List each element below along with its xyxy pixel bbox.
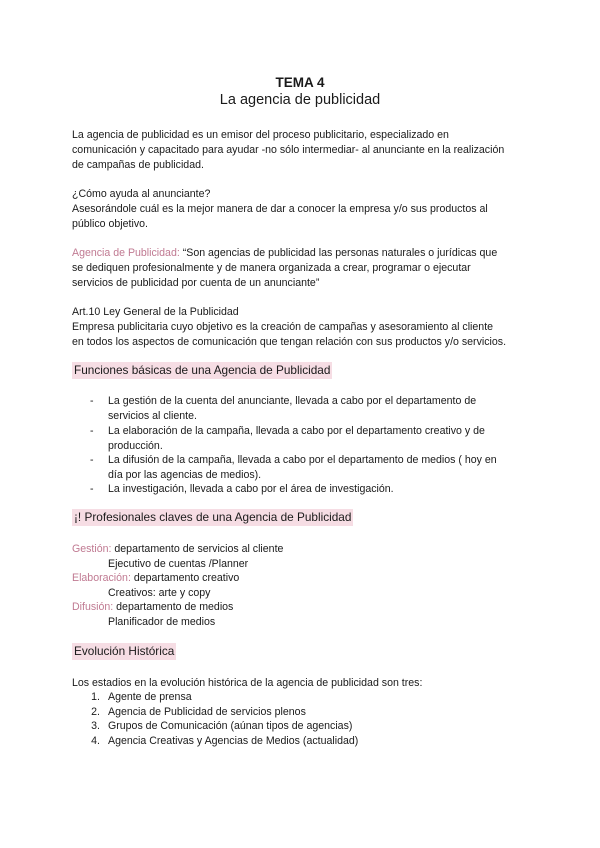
- list-item: La investigación, llevada a cabo por el área de investigación.: [108, 483, 394, 495]
- role-sub: Ejecutivo de cuentas /Planner: [108, 558, 249, 570]
- section-heading-profesionales: ¡! Profesionales claves de una Agencia de Publicidad: [74, 510, 352, 524]
- section-heading-funciones: Funciones básicas de una Agencia de Publicidad: [74, 363, 331, 377]
- role-text: departamento de servicios al cliente: [111, 543, 284, 555]
- list-item: La gestión de la cuenta del anunciante, llevada a cabo por el departamento de: [108, 395, 477, 407]
- list-item: día por las agencias de medios).: [108, 469, 262, 481]
- role-sub: Creativos: arte y copy: [108, 587, 211, 599]
- bullet-dash: -: [90, 425, 94, 437]
- definition-line: servicios de publicidad por cuenta de un anunciante”: [72, 277, 320, 289]
- question-text: ¿Cómo ayuda al anunciante?: [72, 188, 211, 200]
- intro-line: La agencia de publicidad es un emisor del proceso publicitario, especializado en: [72, 129, 449, 141]
- article-line: Empresa publicitaria cuyo objetivo es la creación de campañas y asesoramiento al cliente: [72, 321, 494, 333]
- list-number: 2.: [91, 706, 100, 718]
- page-subtitle: La agencia de publicidad: [219, 92, 381, 108]
- role-label: Elaboración:: [72, 572, 131, 584]
- bullet-dash: -: [90, 483, 94, 495]
- article-title: Art.10 Ley General de la Publicidad: [72, 306, 239, 318]
- list-item: La elaboración de la campaña, llevada a cabo por el departamento creativo y de: [108, 425, 485, 437]
- intro-line: de campañas de publicidad.: [72, 159, 204, 171]
- article-line: en todos los aspectos de comunicación que tengan relación con sus productos y/o servicios.: [72, 336, 507, 348]
- role-row: [72, 571, 239, 586]
- definition-line: se dediquen profesionalmente y de manera organizada a crear, programar o ejecutar: [72, 262, 471, 274]
- list-item: La difusión de la campaña, llevada a cabo por el departamento de medios ( hoy en: [108, 454, 497, 466]
- list-item: Agente de prensa: [108, 691, 192, 703]
- list-item: Grupos de Comunicación (aúnan tipos de agencias): [108, 720, 353, 732]
- list-number: 4.: [91, 735, 100, 747]
- list-number: 3.: [91, 720, 100, 732]
- bullet-dash: -: [90, 395, 94, 407]
- definition-text: “Son agencias de publicidad las personas naturales o jurídicas que: [179, 247, 498, 259]
- role-sub: Planificador de medios: [108, 616, 216, 628]
- question-block: [72, 187, 542, 232]
- evolucion-intro: Los estadios en la evolución histórica de la agencia de publicidad son tres:: [72, 677, 423, 689]
- definition-label: Agencia de Publicidad:: [72, 247, 180, 259]
- list-item: Agencia de Publicidad de servicios plenos: [108, 706, 306, 718]
- role-text: departamento creativo: [130, 572, 240, 584]
- list-item: producción.: [108, 440, 163, 452]
- answer-line: público objetivo.: [72, 218, 148, 230]
- section-heading-evolucion: Evolución Histórica: [74, 644, 175, 658]
- intro-line: comunicación y capacitado para ayudar -no sólo intermediar- al anunciante en la realización: [72, 144, 505, 156]
- role-text: departamento de medios: [113, 601, 234, 613]
- article-block: [72, 305, 542, 350]
- list-number: 1.: [91, 691, 100, 703]
- answer-line: Asesorándole cuál es la mejor manera de dar a conocer la empresa y/o sus productos al: [72, 203, 488, 215]
- role-row: [72, 600, 233, 615]
- bullet-dash: -: [90, 454, 94, 466]
- definition-block: [72, 246, 542, 291]
- list-item: servicios al cliente.: [108, 410, 197, 422]
- role-label: Difusión:: [72, 601, 114, 613]
- list-item: Agencia Creativas y Agencias de Medios (actualidad): [108, 735, 359, 747]
- intro-paragraph: [72, 128, 542, 173]
- role-row: [72, 542, 283, 557]
- role-label: Gestión:: [72, 543, 112, 555]
- page-title: TEMA 4: [275, 75, 325, 90]
